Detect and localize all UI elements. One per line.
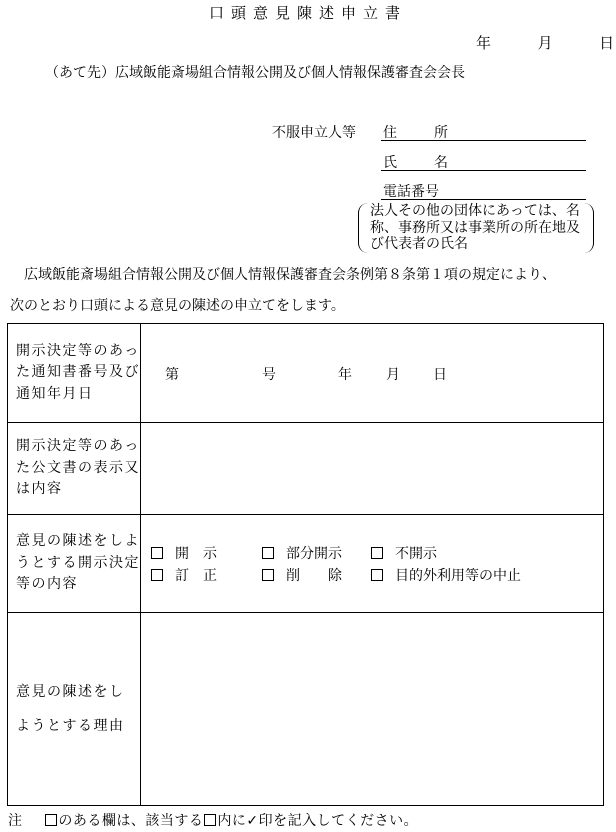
page-title: 口頭意見陳述申立書 [208, 4, 407, 22]
option-non-disclosure[interactable]: 不開示 [371, 543, 437, 563]
application-table [7, 323, 604, 806]
checkbox[interactable] [151, 569, 163, 581]
notice-number-label: 開示決定等のあった通知書番号及び通知年月日 [8, 324, 141, 423]
statement [10, 260, 610, 322]
reason-label-line-1: 意見の陳述をし [16, 684, 125, 700]
document-cell[interactable] [141, 423, 604, 515]
applicant-label: 不服申立人等 [272, 125, 356, 141]
option-deletion[interactable]: 削 除 [262, 565, 342, 585]
name-label-1: 氏 [383, 155, 397, 171]
decision-content-cell [141, 515, 604, 613]
address-label-2: 所 [434, 125, 448, 141]
checkbox[interactable] [371, 547, 383, 559]
date-line [476, 32, 615, 53]
address-field[interactable] [381, 122, 586, 141]
footnote-part-1: のある欄は、該当する [58, 813, 204, 829]
document-label: 開示決定等のあった公文書の表示又は内容 [8, 423, 141, 515]
decision-content-label: 意見の陳述をしようとする開示決定等の内容 [8, 515, 141, 613]
corporate-note [358, 203, 594, 253]
reason-label [8, 613, 141, 806]
corporate-note-text: 法人その他の団体にあっては、名称、事務所又は事業所の所在地及び代表者の氏名 [370, 203, 580, 252]
name-label-2: 名 [434, 155, 448, 171]
hi-text: 日 [433, 367, 447, 383]
nen-text: 年 [338, 367, 352, 383]
checkbox[interactable] [151, 547, 163, 559]
date-year: 年 [476, 34, 493, 52]
footnote-part-2: 内に [217, 813, 247, 829]
reason-label-line-2: ようとする理由 [16, 718, 125, 734]
footnote-prefix: 注 [8, 813, 23, 829]
phone-label: 電話番号 [383, 184, 439, 200]
footnote [8, 810, 418, 830]
dai-text: 第 [165, 367, 179, 383]
reason-cell[interactable] [141, 613, 604, 806]
checkbox[interactable] [262, 569, 274, 581]
tsuki-text: 月 [386, 367, 400, 383]
name-field[interactable] [381, 152, 586, 171]
check-icon: ✓ [246, 813, 259, 829]
option-disclosure[interactable]: 開 示 [151, 543, 217, 563]
option-suspension-of-use[interactable]: 目的外利用等の中止 [371, 565, 521, 585]
statement-line-1: 広域飯能斎場組合情報公開及び個人情報保護審査会条例第８条第１項の規定により、 [24, 267, 556, 283]
address-label-1: 住 [383, 125, 397, 141]
date-day: 日 [599, 34, 616, 52]
option-correction[interactable]: 訂 正 [151, 565, 217, 585]
square-icon [204, 814, 216, 826]
notice-number-cell[interactable] [141, 324, 604, 423]
option-partial-disclosure[interactable]: 部分開示 [262, 543, 342, 563]
statement-line-2: 次のとおり口頭による意見の陳述の申立てをします。 [10, 298, 345, 314]
footnote-part-3: 印を記入してください。 [258, 813, 419, 829]
phone-field[interactable] [381, 181, 586, 200]
checkbox[interactable] [262, 547, 274, 559]
gou-text: 号 [262, 367, 276, 383]
date-month: 月 [537, 34, 554, 52]
checkbox[interactable] [371, 569, 383, 581]
right-paren [581, 203, 594, 253]
square-icon [45, 814, 57, 826]
addressee: （あて先）広域飯能斎場組合情報公開及び個人情報保護審査会会長 [45, 65, 465, 81]
